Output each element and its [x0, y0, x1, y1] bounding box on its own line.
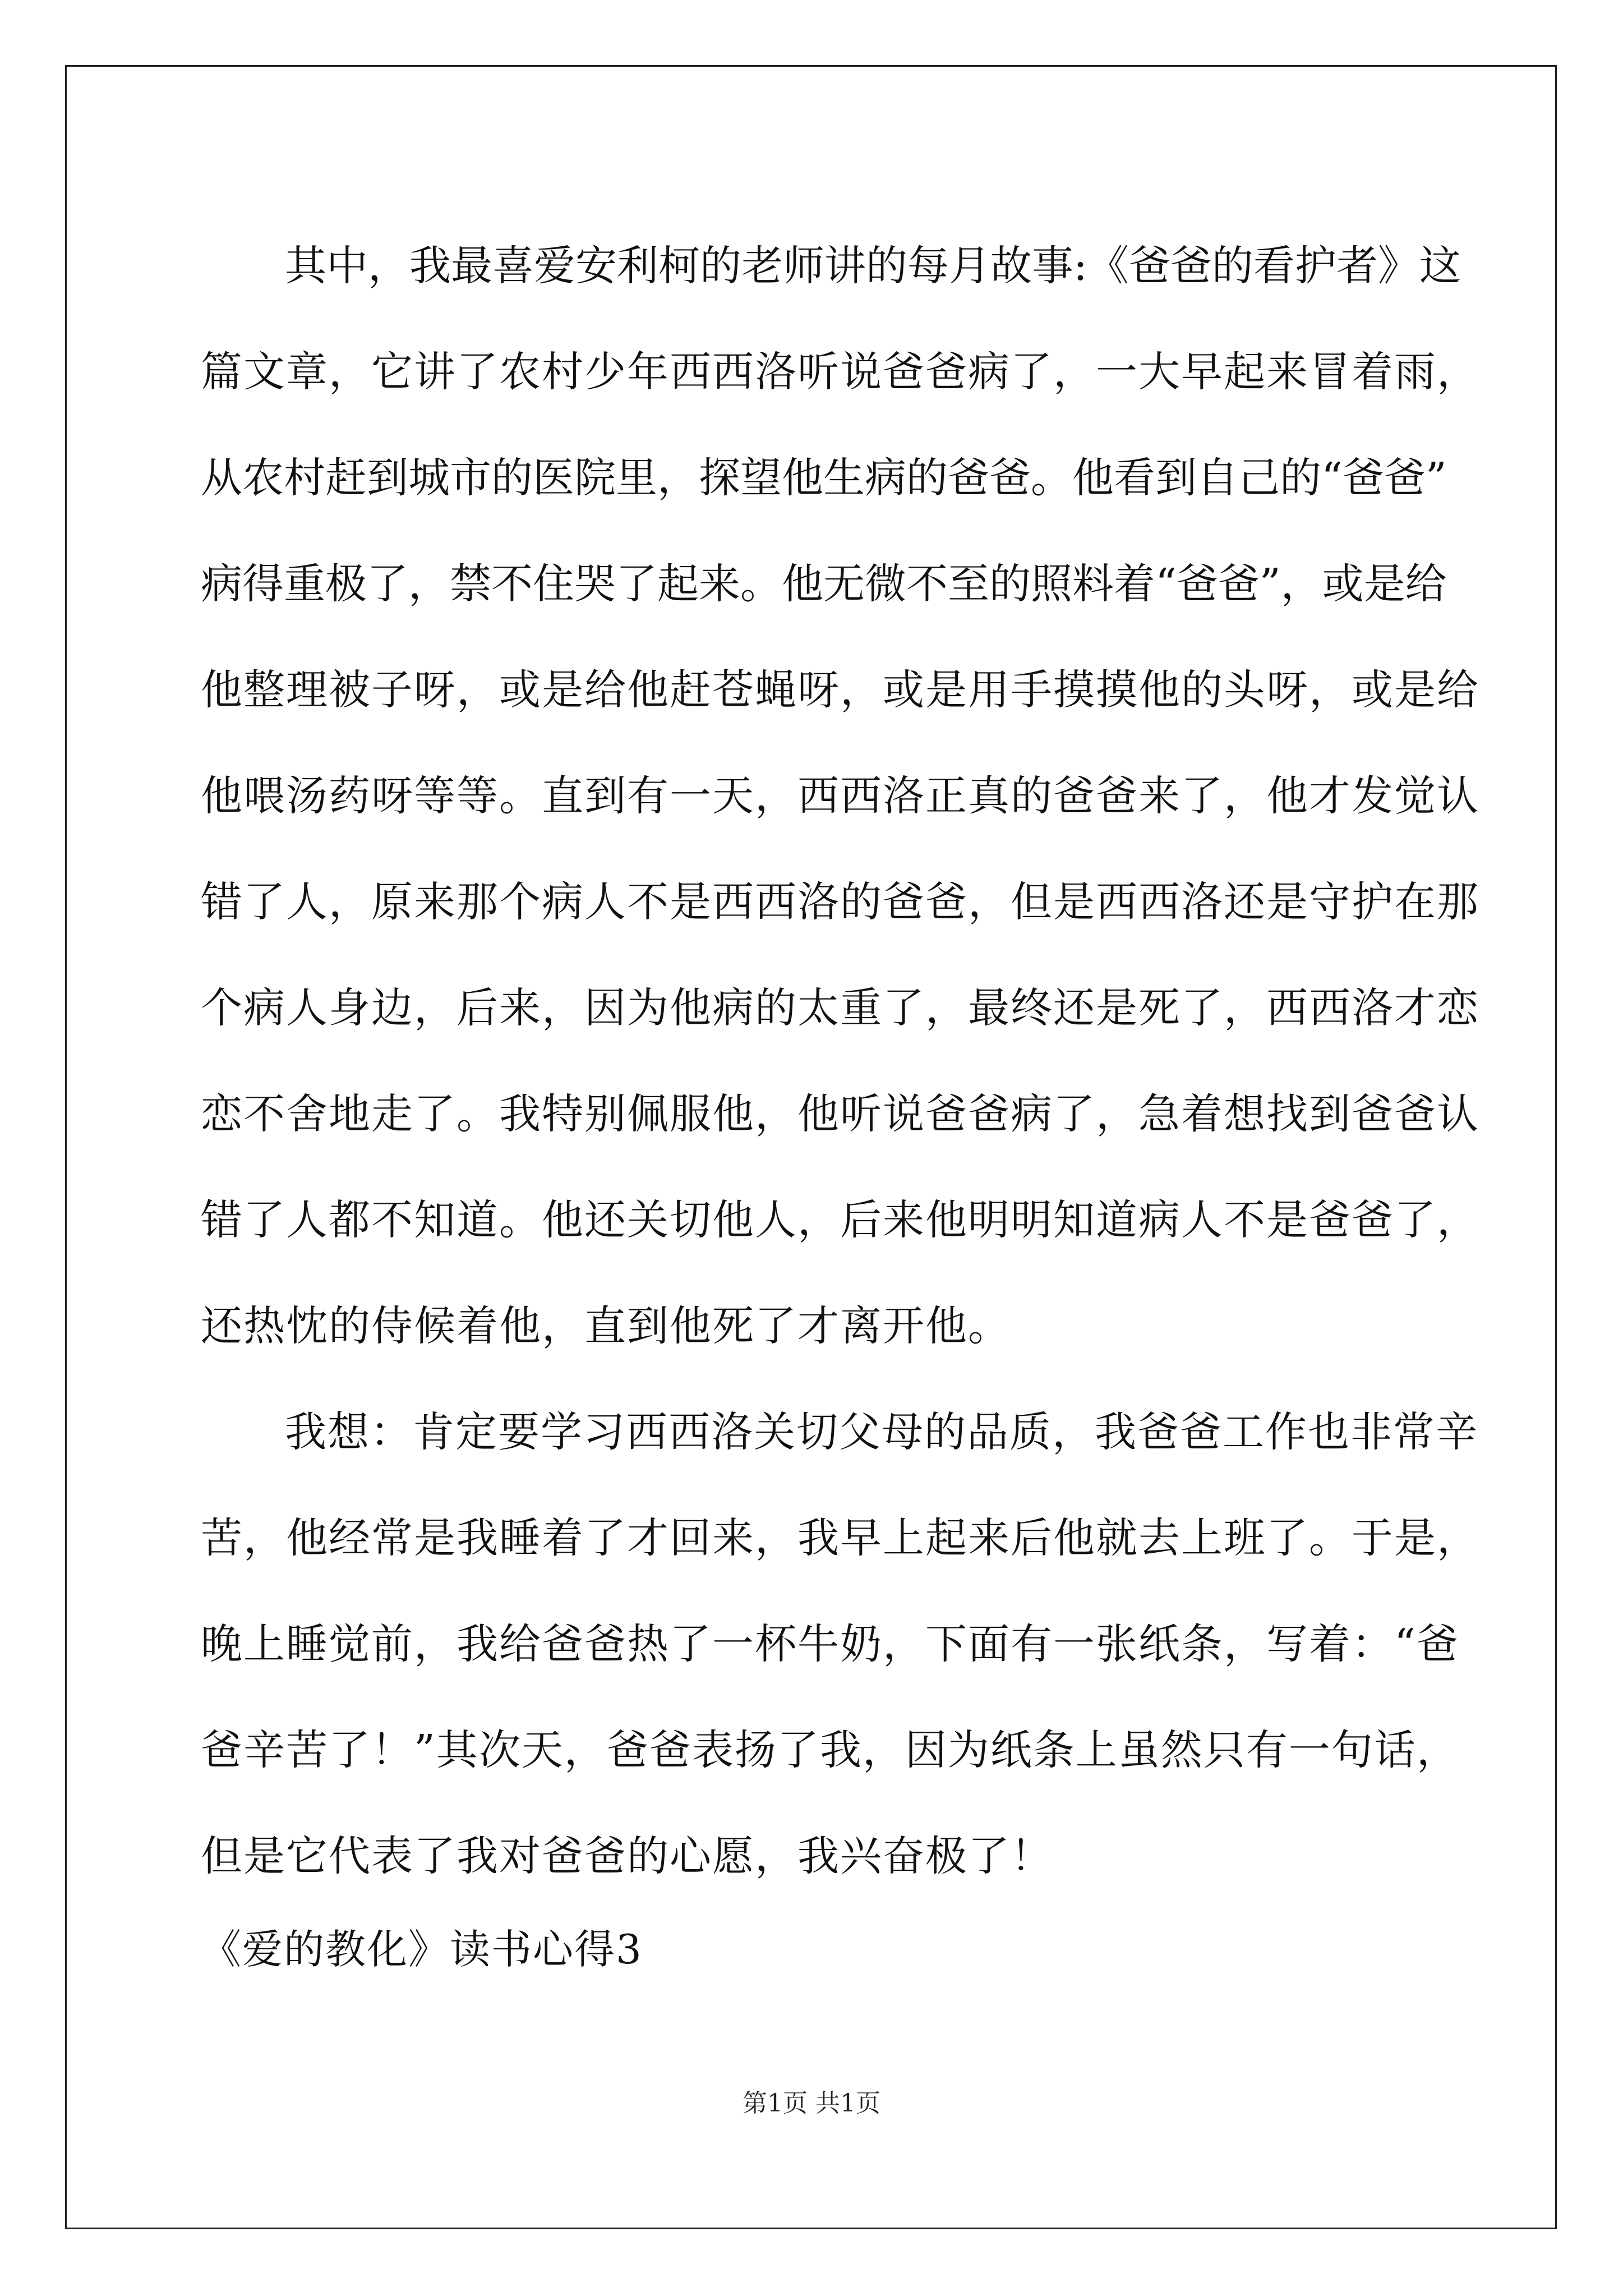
paragraph-2-line-5: 但是它代表了我对爸爸的心愿，我兴奋极了！ — [201, 1832, 1053, 1880]
paragraph-1-line-10: 错了人都不知道。他还关切他人，后来他明明知道病人不是爸爸了， — [201, 1196, 1479, 1244]
paragraph-2-line-3: 晚上睡觉前，我给爸爸热了一杯牛奶，下面有一张纸条，写着：“爸 — [201, 1620, 1459, 1668]
section-heading: 《爱的教化》读书心得3 — [201, 1926, 643, 1973]
paragraph-1-line-2: 篇文章，它讲了农村少年西西洛听说爸爸病了，一大早起来冒着雨， — [201, 348, 1479, 396]
paragraph-1-line-4: 病得重极了，禁不住哭了起来。他无微不至的照料着“爸爸”，或是给 — [201, 560, 1447, 608]
paragraph-1-line-1: 其中，我最喜爱安利柯的老师讲的每月故事:《爸爸的看护者》这 — [285, 242, 1461, 290]
paragraph-1-line-6: 他喂汤药呀等等。直到有一天，西西洛正真的爸爸来了，他才发觉认 — [201, 772, 1479, 820]
paragraph-2-line-4: 爸辛苦了！”其次天，爸爸表扬了我，因为纸条上虽然只有一句话， — [201, 1726, 1459, 1774]
paragraph-2-line-1: 我想：肯定要学习西西洛关切父母的品质，我爸爸工作也非常辛 — [285, 1408, 1478, 1456]
document-body — [201, 213, 1479, 1910]
paragraph-1-line-11: 还热忱的侍候着他，直到他死了才离开他。 — [201, 1302, 1011, 1350]
paragraph-2-line-2: 苦，他经常是我睡着了才回来，我早上起来后他就去上班了。于是， — [201, 1514, 1479, 1562]
paragraph-1-line-3: 从农村赶到城市的医院里，探望他生病的爸爸。他看到自己的“爸爸” — [201, 454, 1447, 502]
paragraph-1-line-5: 他整理被子呀，或是给他赶苍蝇呀，或是用手摸摸他的头呀，或是给 — [201, 666, 1479, 714]
paragraph-1-line-7: 错了人，原来那个病人不是西西洛的爸爸，但是西西洛还是守护在那 — [201, 878, 1479, 926]
paragraph-1-line-8: 个病人身边，后来，因为他病的太重了，最终还是死了，西西洛才恋 — [201, 984, 1479, 1032]
paragraph-1-line-9: 恋不舍地走了。我特别佩服他，他听说爸爸病了，急着想找到爸爸认 — [201, 1090, 1479, 1138]
page-footer: 第1页 共1页 — [743, 2089, 880, 2118]
